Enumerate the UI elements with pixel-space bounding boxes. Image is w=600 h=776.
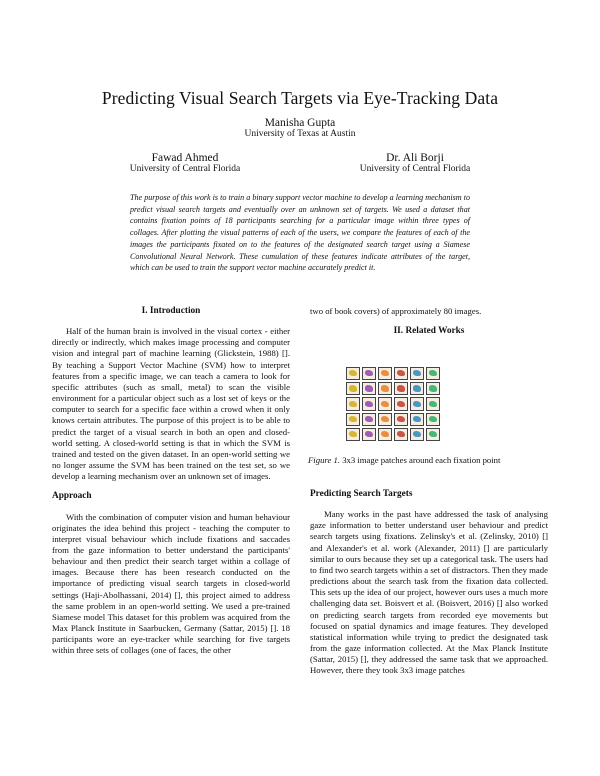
image-patch [426,382,440,395]
figure-caption [308,455,548,465]
approach-heading: Approach [52,491,92,502]
section-heading-related-works: II. Related Works [393,326,465,337]
image-patch [394,397,408,410]
author-affiliation: University of Texas at Austin [244,129,356,139]
image-patch [394,413,408,426]
image-patch [378,397,392,410]
image-patch [346,397,360,410]
right-column-top [310,306,548,337]
paper-title: Predicting Visual Search Targets via Eye-Tracking Data [101,88,499,108]
approach-paragraph: With the combination of computer vision and human behaviour originates the idea behind this project - teaching the computer to interpret visual behaviour which include fixations and saccades from the gaze information to better understand the participants' behaviour and then predict their search target within a collage of images. Because there has been research conducted on the importance of predicting visual search targets in closed-world settings (Haji-Abolhassani, 2014) [], this project aimed to address the same problem in an open-world setting. We used a pre-trained Siamese model This dataset for this problem was acquired from the Max Planck Institute in Saarbucken, Germany (Sattar, 2015) []. 18 participants wore an eye-tracker while searching for five targets within three sets of collages (one of faces, the other [52,511,290,656]
author-name: Manisha Gupta [264,117,336,129]
figure-caption-text: 3x3 image patches around each fixation point [342,455,501,465]
image-patch [410,413,424,426]
image-patch [410,428,424,441]
image-patch [346,367,360,380]
image-patch [362,382,376,395]
section-heading-introduction: I. Introduction [141,306,201,316]
figure-label: Figure 1. [308,455,341,465]
author-3 [325,152,505,174]
predicting-paragraph: Many works in the past have addressed the task of analysing gaze information to better understand user behaviour and predict search targets using fixations. Zelinsky's et al. (Zelinsky, 2010) [] and Alexander's et al. work (Alexander, 2011) [] are particularly similar to ours because they set up a categorical task. The users had to find two search targets within a set of distractors. Then they made predictions about the search task from the fixation data collected. This sets up the idea of our project, however ours uses a much more challenging data set. Boisvert et al. (Boisvert, 2016) [] also worked on predicting search targets from recorded eye movements but focused on spatial dynamics and image features. They developed statistical information while trying to predict the designated task from the gaze information collected. At the Max Planck Institute (Sattar, 2015) [], they addressed the same task that we approached. However, there they took 3x3 image patches [310,509,548,676]
image-patch [410,367,424,380]
intro-paragraph: Half of the human brain is involved in the visual cortex - either directly or indirectly, which makes image processing and computer vision and integral part of machine learning (Glickstein, 1988) []. By teaching a Support Vector Machine (SVM) how to interpret features from a specific image, we can teach a camera to look for specific attributes (such as small, metal) to scan the visible environment for a particular object such as a lost set of keys or the computer to search for a specific face within a crowd when it only knows certain attributes. The purpose of this project is to be able to predict the target of a visual search in both an open and closed-world setting. A closed-world setting is that in which the SVM is trained and tested on the given dataset. In an open-world setting we no longer assume the SVM has been trained on the test set, so we develop a learning mechanism over an unknown set of images. [52,326,290,482]
author-affiliation: University of Central Florida [129,164,241,174]
image-patch [426,413,440,426]
image-patch [426,428,440,441]
image-patch [362,397,376,410]
abstract: The purpose of this work is to train a binary support vector machine to develop a learning mechanism to predict visual search targets and eventually over an unknown set of targets. We used a dataset that contains fixation points of 18 participants searching for a particular image within three types of collages. After plotting the visual patterns of each of the users, we compare the features of each of the images the participants fixated on to the features of the designated search target using a Siamese Convolutional Neural Network. These cumulation of these features indicate attributes of the target, which can be used to train the support vector machine accurately predict it. [130,193,470,273]
image-patch [346,382,360,395]
image-patch [378,382,392,395]
figure-image-patches [346,367,440,441]
image-patch [378,428,392,441]
image-patch [394,428,408,441]
author-affiliation: University of Central Florida [359,164,471,174]
image-patch [394,382,408,395]
image-patch [426,397,440,410]
image-patch [362,367,376,380]
predicting-heading: Predicting Search Targets [310,489,413,499]
image-patch [378,367,392,380]
image-patch [346,428,360,441]
continued-text: two of book covers) of approximately 80 images. [310,306,482,316]
image-patch [426,367,440,380]
image-patch [378,413,392,426]
author-name: Dr. Ali Borji [386,152,444,164]
author-2 [95,152,275,174]
author-name: Fawad Ahmed [151,152,219,164]
image-patch [362,413,376,426]
right-column-bottom [310,489,548,677]
author-1 [200,117,400,139]
left-column [52,306,290,657]
image-patch [410,397,424,410]
image-patch [410,382,424,395]
image-patch [346,413,360,426]
image-patch [362,428,376,441]
image-patch [394,367,408,380]
